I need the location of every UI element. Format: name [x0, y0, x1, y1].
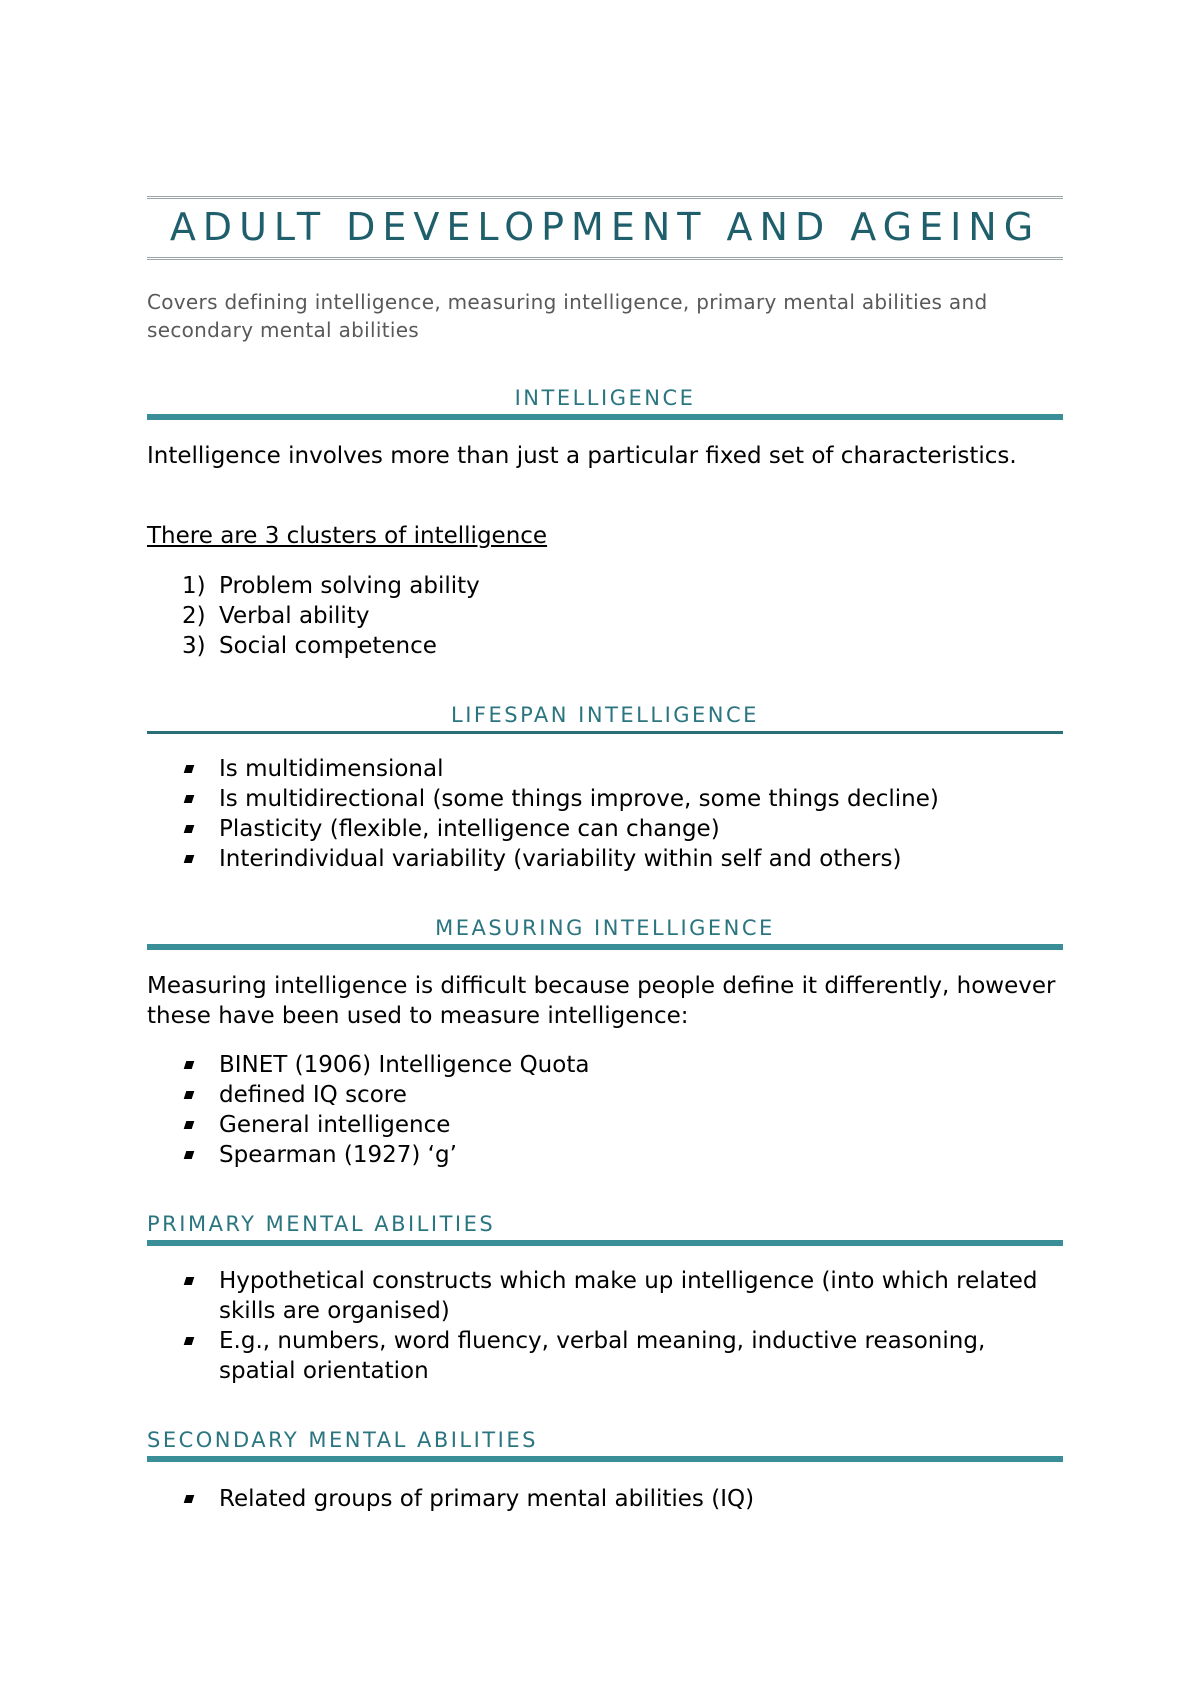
- measuring-list: [147, 1050, 1063, 1170]
- list-number: 2): [182, 603, 206, 629]
- bullet-icon: [184, 1121, 195, 1129]
- lifespan-list: [147, 754, 1063, 874]
- list-item: [147, 1484, 1063, 1514]
- secondary-list: [147, 1484, 1063, 1514]
- section-rule-secondary: [147, 1456, 1063, 1462]
- list-item-text: Problem solving ability: [219, 573, 480, 599]
- list-item: [147, 1140, 1063, 1170]
- bullet-icon: [184, 1091, 195, 1099]
- title-rule-bottom: [147, 257, 1063, 260]
- list-item: [147, 601, 1063, 631]
- document-title: ADULT DEVELOPMENT AND AGEING: [169, 205, 1041, 249]
- document-subtitle: Covers defining intelligence, measuring intelligence, primary mental abilities and secondary mental abilities: [147, 290, 988, 342]
- list-item: [147, 814, 1063, 844]
- clusters-intro-wrap: [147, 521, 1063, 551]
- list-item: [147, 754, 1063, 784]
- section-rule-lifespan: [147, 731, 1063, 734]
- list-number: 1): [182, 573, 206, 599]
- list-item: [147, 1326, 1063, 1386]
- list-item: [147, 784, 1063, 814]
- section-heading-intelligence: INTELLIGENCE: [514, 386, 696, 410]
- clusters-intro: There are 3 clusters of intelligence: [147, 523, 548, 549]
- list-item: [147, 1080, 1063, 1110]
- list-item-text: Spearman (1927) ‘g’: [219, 1142, 457, 1168]
- list-item: [147, 631, 1063, 661]
- bullet-icon: [184, 1337, 195, 1345]
- section-heading-secondary: SECONDARY MENTAL ABILITIES: [147, 1428, 538, 1452]
- section-rule-measuring: [147, 944, 1063, 950]
- bullet-icon: [184, 765, 195, 773]
- section-rule-intelligence: [147, 414, 1063, 420]
- title-rule-top: [147, 196, 1063, 199]
- measuring-paragraph: Measuring intelligence is difficult because people define it differently, however these have been used to measure intelligence:: [147, 973, 1056, 1029]
- title-block: [147, 196, 1063, 260]
- list-item-text: defined IQ score: [219, 1082, 407, 1108]
- section-heading-primary: PRIMARY MENTAL ABILITIES: [147, 1212, 496, 1236]
- clusters-list: [147, 571, 1063, 661]
- list-item: [147, 1110, 1063, 1140]
- list-item-text: Plasticity (flexible, intelligence can change): [219, 816, 720, 842]
- list-item-text: BINET (1906) Intelligence Quota: [219, 1052, 590, 1078]
- list-item: [147, 571, 1063, 601]
- bullet-icon: [184, 825, 195, 833]
- section-heading-measuring: MEASURING INTELLIGENCE: [435, 916, 775, 940]
- bullet-icon: [184, 1061, 195, 1069]
- list-item: [147, 1266, 1063, 1326]
- list-item-text: Social competence: [219, 633, 437, 659]
- intelligence-paragraph: Intelligence involves more than just a particular fixed set of characteristics.: [147, 443, 1017, 469]
- list-item: [147, 844, 1063, 874]
- section-heading-lifespan: LIFESPAN INTELLIGENCE: [451, 703, 759, 727]
- list-item-text: Interindividual variability (variability within self and others): [219, 846, 902, 872]
- list-item-text: E.g., numbers, word fluency, verbal meaning, inductive reasoning, spatial orientation: [219, 1328, 986, 1384]
- bullet-icon: [184, 1151, 195, 1159]
- bullet-icon: [184, 855, 195, 863]
- list-item: [147, 1050, 1063, 1080]
- list-item-text: Is multidimensional: [219, 756, 444, 782]
- list-item-text: Verbal ability: [219, 603, 370, 629]
- list-item-text: Related groups of primary mental abilities (IQ): [219, 1486, 755, 1512]
- bullet-icon: [184, 1495, 195, 1503]
- list-number: 3): [182, 633, 206, 659]
- bullet-icon: [184, 1277, 195, 1285]
- list-item-text: Is multidirectional (some things improve, some things decline): [219, 786, 939, 812]
- section-rule-primary: [147, 1240, 1063, 1246]
- list-item-text: General intelligence: [219, 1112, 451, 1138]
- primary-list: [147, 1266, 1063, 1386]
- bullet-icon: [184, 795, 195, 803]
- list-item-text: Hypothetical constructs which make up intelligence (into which related skills are organised): [219, 1268, 1038, 1324]
